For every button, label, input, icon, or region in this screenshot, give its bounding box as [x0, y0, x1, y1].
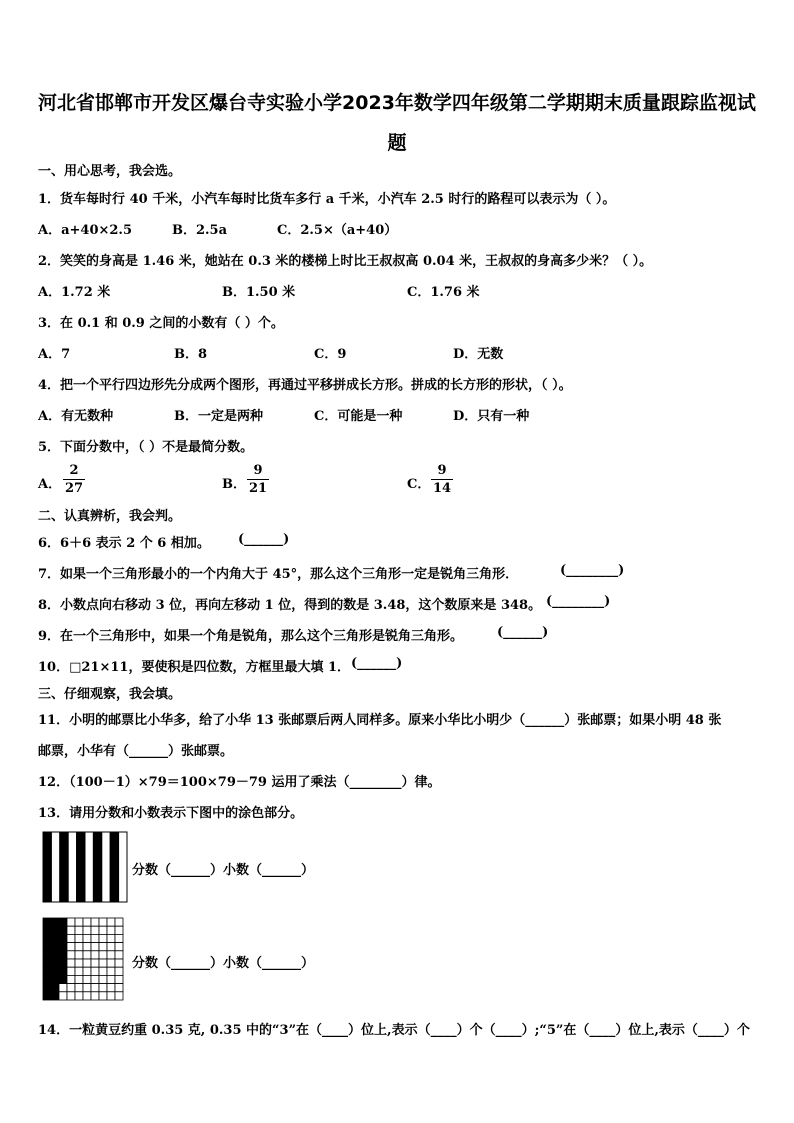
grid-cell — [91, 926, 99, 934]
grid-cell — [99, 934, 107, 942]
grid-cell — [51, 967, 59, 975]
grid-cell — [43, 975, 51, 983]
question-10: 10．□21×11，要使积是四位数，方框里最大填 1． — [38, 660, 351, 675]
question-9: 9．在一个三角形中，如果一个角是锐角，那么这个三角形是锐角三角形。 — [38, 629, 464, 644]
q4-option-a[interactable]: A．有无数种 — [38, 409, 114, 424]
strip-1 — [43, 832, 51, 902]
grid-cell — [43, 984, 51, 992]
strip-6 — [85, 832, 93, 902]
grid-cell — [107, 992, 115, 1000]
grid-cell — [115, 926, 123, 934]
grid-cell — [83, 967, 91, 975]
grid-cell — [91, 943, 99, 951]
grid-cell — [107, 975, 115, 983]
grid-cell — [107, 959, 115, 967]
q6-answer-blank[interactable]: (______) — [238, 532, 290, 547]
question-11-line-1: 11．小明的邮票比小华多，给了小华 13 张邮票后两人同样多。原来小华比小明少（______）张邮票；如果小明 48 张 — [38, 713, 722, 728]
grid-cell — [83, 975, 91, 983]
q7-answer-blank[interactable]: (________) — [560, 563, 625, 578]
q8-answer-blank[interactable]: (________) — [546, 594, 611, 609]
grid-cell — [83, 943, 91, 951]
grid-cell — [59, 926, 67, 934]
q9-answer-blank[interactable]: (______) — [497, 625, 549, 640]
strip-9 — [110, 832, 118, 902]
grid-cell — [51, 934, 59, 942]
grid-cell — [59, 918, 67, 926]
q5-option-b-fraction — [247, 463, 269, 496]
q3-option-a[interactable]: A．7 — [38, 347, 71, 362]
q1-option-b[interactable]: B．2.5a — [172, 223, 228, 238]
grid-cell — [83, 984, 91, 992]
q5-option-b-label[interactable]: B． — [222, 477, 246, 492]
grid-cell — [83, 934, 91, 942]
grid-cell — [67, 943, 75, 951]
q5-c-numerator: 9 — [431, 463, 453, 480]
grid-cell — [43, 959, 51, 967]
grid-cell — [43, 934, 51, 942]
grid-cell — [107, 967, 115, 975]
grid-cell — [99, 984, 107, 992]
grid-cell — [67, 984, 75, 992]
question-5: 5．下面分数中，（ ）不是最简分数。 — [38, 440, 254, 455]
strip-4 — [68, 832, 76, 902]
grid-cell — [67, 951, 75, 959]
grid-cell — [115, 975, 123, 983]
q5-option-a-fraction — [63, 463, 85, 496]
q2-option-a[interactable]: A．1.72 米 — [38, 285, 111, 300]
grid-cell — [75, 967, 83, 975]
grid-cell — [67, 934, 75, 942]
q5-option-c-fraction — [431, 463, 453, 496]
grid-cell — [75, 975, 83, 983]
q5-b-numerator: 9 — [247, 463, 269, 480]
grid-cell — [59, 951, 67, 959]
grid-cell — [43, 943, 51, 951]
grid-cell — [67, 959, 75, 967]
strip-7 — [93, 832, 101, 902]
grid-cell — [99, 967, 107, 975]
question-6: 6．6＋6 表示 2 个 6 相加。 — [38, 536, 210, 551]
grid-cell — [115, 992, 123, 1000]
grid-cell — [75, 926, 83, 934]
grid-cell — [67, 926, 75, 934]
q2-option-c[interactable]: C．1.76 米 — [407, 285, 480, 300]
grid-cell — [91, 918, 99, 926]
grid-cell — [51, 975, 59, 983]
grid-cell — [67, 918, 75, 926]
grid-cell — [115, 934, 123, 942]
grid-cell — [59, 975, 67, 983]
grid-cell — [91, 951, 99, 959]
strip-8 — [102, 832, 110, 902]
grid-cell — [83, 918, 91, 926]
grid-cell — [83, 959, 91, 967]
grid-cell — [83, 926, 91, 934]
grid-cell — [51, 992, 59, 1000]
q4-option-d[interactable]: D．只有一种 — [453, 409, 530, 424]
strip-2 — [51, 832, 59, 902]
grid-cell — [83, 992, 91, 1000]
q2-option-b[interactable]: B．1.50 米 — [222, 285, 296, 300]
q10-answer-blank[interactable]: (______) — [351, 656, 403, 671]
q13-figure-1-strips — [42, 831, 128, 903]
grid-cell — [107, 934, 115, 942]
q5-option-a-label[interactable]: A． — [38, 477, 62, 492]
strip-3 — [60, 832, 68, 902]
grid-cell — [115, 984, 123, 992]
q1-option-a[interactable]: A．a+40×2.5 — [38, 223, 133, 238]
grid-cell — [59, 943, 67, 951]
grid-cell — [51, 918, 59, 926]
grid-cell — [67, 992, 75, 1000]
grid-cell — [75, 959, 83, 967]
grid-cell — [83, 951, 91, 959]
grid-cell — [115, 918, 123, 926]
grid-cell — [107, 984, 115, 992]
q5-b-denominator: 21 — [248, 481, 268, 496]
page-title-continued: 题 — [387, 132, 407, 154]
q4-option-c[interactable]: C．可能是一种 — [314, 409, 403, 424]
grid-cell — [67, 967, 75, 975]
grid-cell — [51, 959, 59, 967]
grid-cell — [43, 967, 51, 975]
grid-cell — [115, 967, 123, 975]
grid-cell — [107, 951, 115, 959]
grid-cell — [107, 943, 115, 951]
q4-option-b[interactable]: B．一定是两种 — [174, 409, 263, 424]
page-title: 河北省邯郸市开发区爆台寺实验小学2023年数学四年级第二学期期末质量跟踪监视试 — [38, 92, 756, 114]
grid-cell — [59, 992, 67, 1000]
q13-figure-1-answer[interactable]: 分数（______）小数（______） — [132, 863, 315, 878]
q3-option-d[interactable]: D．无数 — [453, 347, 504, 362]
q5-option-c-label[interactable]: C． — [407, 477, 431, 492]
q5-c-denominator: 14 — [432, 481, 452, 496]
grid-cell — [43, 992, 51, 1000]
q1-option-c[interactable]: C．2.5×（a+40） — [277, 223, 398, 238]
question-14: 14．一粒黄豆约重 0.35 克, 0.35 中的“3”在（____）位上,表示（____）个（____）;“5”在（____）位上,表示（____）个 — [38, 1023, 750, 1038]
q3-option-c[interactable]: C．9 — [314, 347, 347, 362]
grid-cell — [51, 984, 59, 992]
grid-cell — [115, 943, 123, 951]
grid-cell — [51, 951, 59, 959]
grid-cell — [75, 992, 83, 1000]
question-4: 4．把一个平行四边形先分成两个图形，再通过平移拼成长方形。拼成的长方形的形状，（ ）。 — [38, 378, 572, 393]
question-2: 2．笑笑的身高是 1.46 米，她站在 0.3 米的楼梯上时比王叔叔高 0.04 米，王叔叔的身高多少米？（ ）。 — [38, 254, 653, 269]
grid-cell — [75, 951, 83, 959]
grid-cell — [51, 943, 59, 951]
grid-cell — [59, 984, 67, 992]
q5-a-denominator: 27 — [64, 481, 84, 496]
strip-5 — [77, 832, 85, 902]
question-13: 13．请用分数和小数表示下图中的涂色部分。 — [38, 806, 304, 821]
grid-cell — [43, 926, 51, 934]
grid-cell — [51, 926, 59, 934]
grid-cell — [91, 992, 99, 1000]
grid-cell — [59, 959, 67, 967]
grid-cell — [91, 934, 99, 942]
grid-cell — [43, 951, 51, 959]
question-12: 12．（100－1）×79＝100×79－79 运用了乘法（________）律。 — [38, 775, 441, 790]
question-8: 8．小数点向右移动 3 位，再向左移动 1 位，得到的数是 3.48，这个数原来是 348。 — [38, 598, 542, 613]
q13-figure-2-answer[interactable]: 分数（______）小数（______） — [132, 956, 315, 971]
grid-cell — [115, 959, 123, 967]
grid-cell — [91, 975, 99, 983]
strip-10 — [119, 832, 127, 902]
question-11-line-2: 邮票，小华有（______）张邮票。 — [38, 744, 234, 759]
grid-cell — [99, 959, 107, 967]
grid-cell — [99, 975, 107, 983]
grid-cell — [75, 943, 83, 951]
grid-cell — [91, 967, 99, 975]
question-3: 3．在 0.1 和 0.9 之间的小数有（ ）个。 — [38, 316, 284, 331]
grid-cell — [67, 975, 75, 983]
grid-cell — [59, 967, 67, 975]
q3-option-b[interactable]: B．8 — [174, 347, 208, 362]
grid-cell — [75, 934, 83, 942]
grid-cell — [91, 959, 99, 967]
grid-cell — [59, 934, 67, 942]
section-1-heading: 一、用心思考，我会选。 — [38, 164, 182, 179]
grid-cell — [91, 984, 99, 992]
grid-cell — [99, 951, 107, 959]
section-3-heading: 三、仔细观察，我会填。 — [38, 687, 182, 702]
grid-cell — [107, 926, 115, 934]
grid-cell — [107, 918, 115, 926]
grid-cell — [115, 951, 123, 959]
section-2-heading: 二、认真辨析，我会判。 — [38, 509, 182, 524]
grid-cell — [75, 984, 83, 992]
q5-a-numerator: 2 — [63, 463, 85, 480]
grid-cell — [99, 943, 107, 951]
grid-cell — [99, 918, 107, 926]
question-7: 7．如果一个三角形最小的一个内角大于 45°，那么这个三角形一定是锐角三角形． — [38, 567, 519, 582]
question-1: 1．货车每时行 40 千米，小汽车每时比货车多行 a 千米，小汽车 2.5 时行的路程可以表示为（ ）。 — [38, 192, 616, 207]
grid-cell — [75, 918, 83, 926]
grid-cell — [99, 992, 107, 1000]
grid-cell — [99, 926, 107, 934]
grid-cell — [43, 918, 51, 926]
q13-figure-2-grid — [42, 917, 124, 1001]
